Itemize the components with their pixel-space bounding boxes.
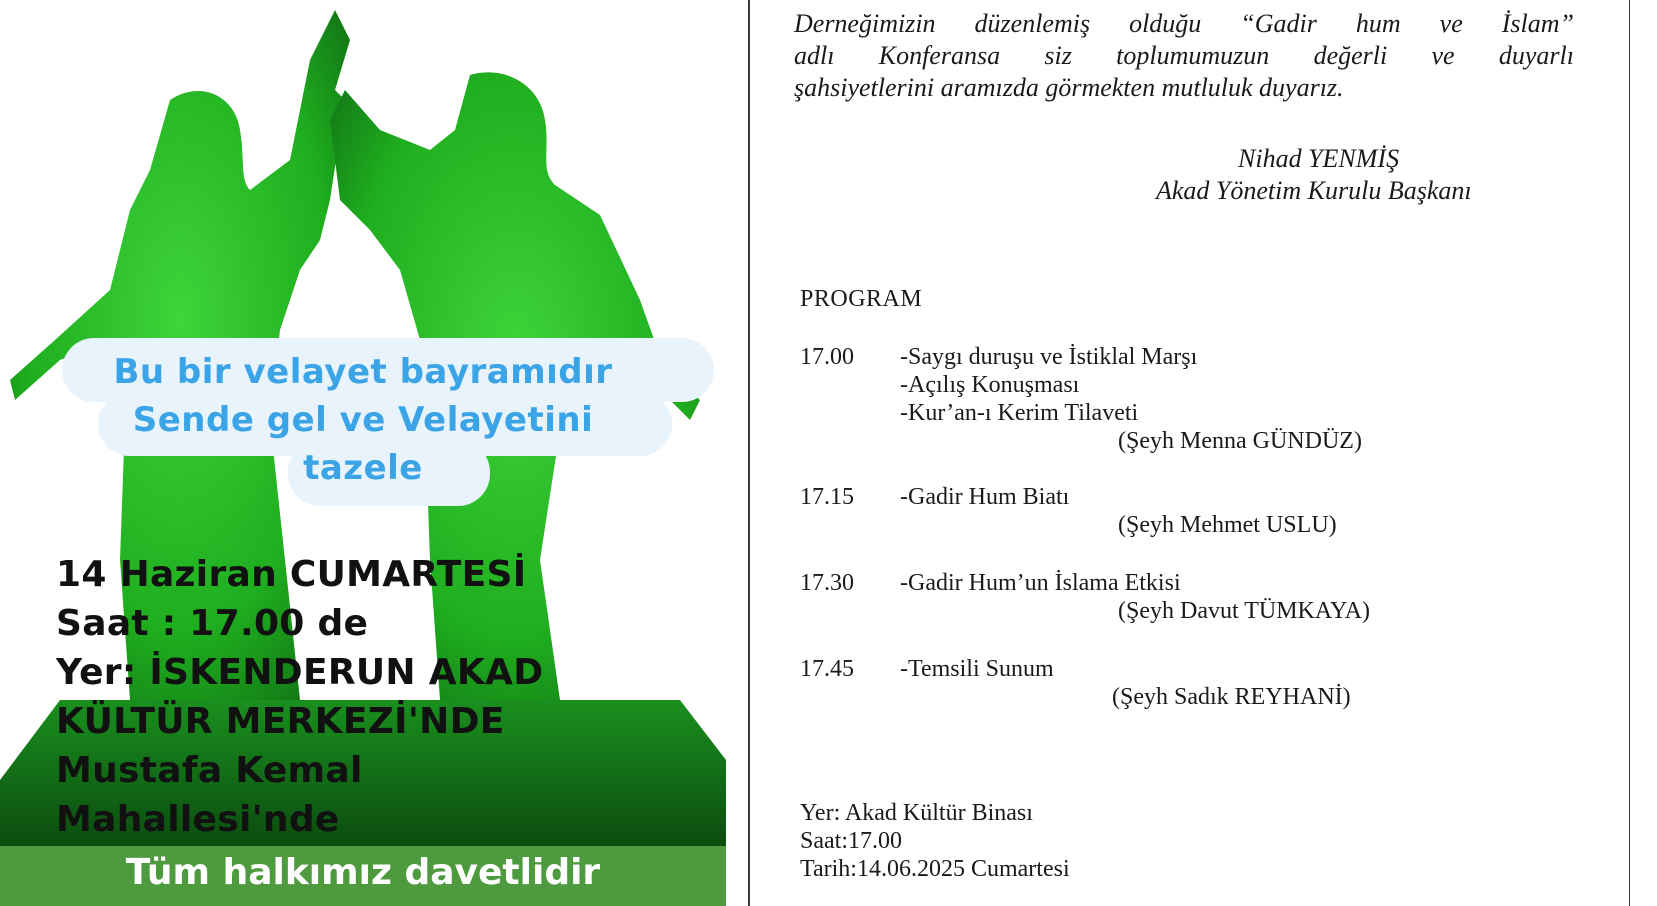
program-item: -Gadir Hum’un İslama Etkisi [900,570,1181,596]
signature-name: Nihad YENMİŞ [1238,144,1400,173]
program-title: PROGRAM [800,286,923,312]
intro-paragraph [794,8,1574,104]
page-edge-line [1629,0,1630,906]
event-poster [0,0,726,906]
program-item: -Saygı duruşu ve İstiklal Marşı [900,344,1198,370]
event-venue-line: Yer: İSKENDERUN AKAD [56,652,544,693]
event-time-line: Saat : 17.00 de [56,603,369,644]
program-speaker: (Şeyh Davut TÜMKAYA) [1118,598,1370,624]
event-venue-line: KÜLTÜR MERKEZİ'NDE [56,701,505,742]
date-info: Tarih:14.06.2025 Cumartesi [800,856,1070,882]
invite-text: Tüm halkımız davetlidir [125,852,601,893]
program-time: 17.45 [800,656,854,682]
program-speaker: (Şeyh Menna GÜNDÜZ) [1118,428,1362,454]
program-item: -Kur’an-ı Kerim Tilaveti [900,400,1139,426]
event-date-line: 14 Haziran CUMARTESİ [56,554,527,595]
intro-line: adlı Konferansa siz toplumumuzun değerli ve duyarlı [794,41,1574,70]
invitation-letter [790,8,1580,906]
program-item: -Gadir Hum Biatı [900,484,1070,510]
program-time: 17.00 [800,344,854,370]
slogan-line: Bu bir velayet bayramıdır [113,352,613,392]
intro-line: şahsiyetlerini aramızda görmekten mutluluk duyarız. [794,73,1344,102]
program-speaker: (Şeyh Mehmet USLU) [1118,512,1337,538]
program-time: 17.15 [800,484,854,510]
panel-divider [748,0,750,906]
program-time: 17.30 [800,570,854,596]
program-item: -Temsili Sunum [900,656,1054,682]
venue-info: Yer: Akad Kültür Binası [800,800,1033,826]
slogan-line: Sende gel ve Velayetini [132,400,594,440]
slogan-line: tazele [303,448,423,488]
event-address-line: Mustafa Kemal [56,750,363,791]
event-address-line: Mahallesi'nde [56,799,340,840]
time-info: Saat:17.00 [800,828,902,854]
program-item: -Açılış Konuşması [900,372,1080,398]
signature-title: Akad Yönetim Kurulu Başkanı [1156,176,1472,205]
intro-line: Derneğimizin düzenlemiş olduğu “Gadir hum ve İslam” [794,9,1574,38]
program-speaker: (Şeyh Sadık REYHANİ) [1112,684,1351,710]
